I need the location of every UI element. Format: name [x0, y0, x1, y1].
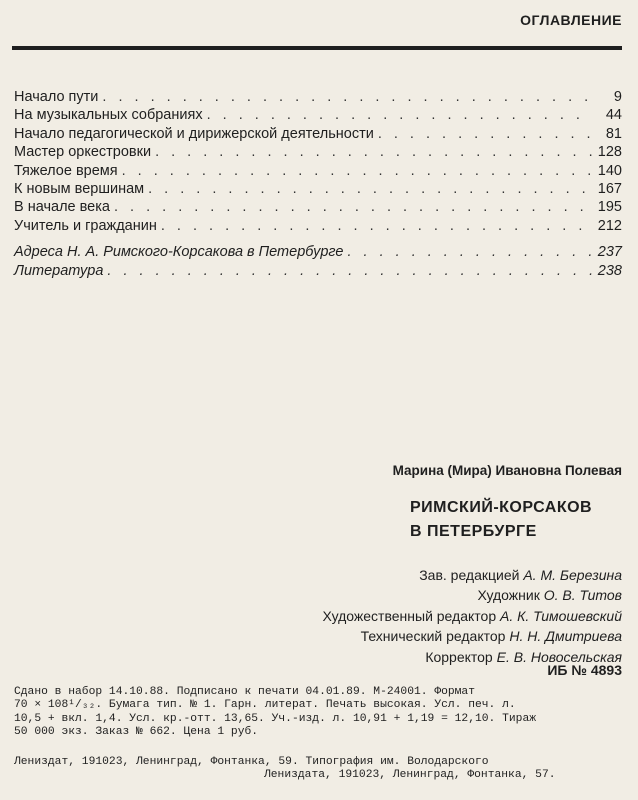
toc-spacer	[14, 235, 622, 243]
toc-entry-page: 9	[613, 89, 622, 105]
imprint-block	[14, 686, 622, 740]
publisher-line: Лениздат, 191023, Ленинград, Фонтанка, 59. Типография им. Володарского	[14, 756, 489, 768]
toc-entry-title: Начало педагогической и дирижерской деятельности	[14, 125, 374, 142]
credit-line	[323, 585, 622, 605]
credit-name: Е. В. Новосельская	[496, 648, 622, 665]
toc-appendix-entry	[14, 262, 622, 280]
toc-entry-title: Мастер оркестровки	[14, 144, 152, 161]
book-title-line1: РИМСКИЙ-КОРСАКОВ	[410, 499, 593, 516]
credits-block	[323, 565, 622, 667]
credit-role: Художественный редактор	[322, 607, 497, 624]
heading-rule	[12, 46, 622, 50]
toc-heading: ОГЛАВЛЕНИЕ	[520, 12, 622, 28]
credit-name: А. М. Березина	[523, 567, 622, 583]
toc-entry-title: Литература	[14, 262, 104, 279]
imprint-line: Сдано в набор 14.10.88. Подписано к печати 04.01.89. М-24001. Формат	[14, 686, 475, 698]
book-title	[410, 496, 592, 544]
toc-entry-page: 128	[597, 144, 622, 161]
credit-role: Корректор	[425, 648, 493, 665]
toc-entry-title: Начало пути	[14, 89, 99, 105]
toc-entry	[14, 143, 622, 161]
credit-role: Художник	[477, 587, 540, 604]
toc-leader	[207, 106, 592, 124]
imprint-line: 10,5 + вкл. 1,4. Усл. кр.-отт. 13,65. Уч.-изд. л. 10,91 + 1,19 = 12,10. Тираж	[14, 712, 537, 725]
publisher-block	[14, 756, 622, 783]
toc-entry-page: 44	[605, 107, 622, 124]
credit-line	[323, 606, 622, 626]
book-title-line2: В ПЕТЕРБУРГЕ	[410, 523, 537, 540]
credit-role: Зав. редакцией	[419, 567, 520, 583]
toc-leader	[114, 198, 592, 216]
toc-leader	[122, 162, 592, 180]
credit-line	[323, 565, 622, 585]
toc-leader	[378, 125, 592, 143]
toc-entry-title: Адреса Н. А. Римского-Корсакова в Петербурге	[14, 244, 344, 261]
toc-entry-title: К новым вершинам	[14, 180, 145, 197]
toc-entry-title: Учитель и гражданин	[14, 217, 157, 234]
toc-entry-title: На музыкальных собраниях	[14, 107, 203, 124]
credit-role: Технический редактор	[360, 628, 506, 645]
credit-name: О. В. Титов	[543, 587, 622, 604]
toc-entry-title: Тяжелое время	[14, 162, 118, 179]
toc-entry	[14, 162, 622, 180]
toc-appendix-entry	[14, 243, 622, 261]
toc-entry	[14, 198, 622, 216]
author-name: Марина (Мира) Ивановна Полевая	[392, 463, 622, 478]
toc-entry-page: 140	[597, 162, 622, 179]
toc-entry-page: 212	[597, 217, 622, 234]
toc-entry	[14, 125, 622, 143]
toc-leader	[161, 217, 592, 235]
credit-name: Н. Н. Дмитриева	[509, 628, 622, 645]
toc-leader	[155, 143, 592, 161]
toc-entry	[14, 217, 622, 235]
toc-entry	[14, 180, 622, 198]
table-of-contents	[14, 88, 622, 280]
toc-entry	[14, 88, 622, 106]
toc-entry-page: 237	[597, 244, 622, 261]
toc-entry-title: В начале века	[14, 199, 110, 216]
ib-number: ИБ № 4893	[547, 662, 622, 678]
toc-entry	[14, 106, 622, 124]
credit-line	[323, 626, 622, 646]
toc-leader	[347, 243, 592, 261]
toc-entry-page: 81	[605, 125, 622, 142]
toc-entry-page: 238	[597, 262, 622, 279]
imprint-line: 70 × 108¹/₃₂. Бумага тип. № 1. Гарн. литерат. Печать высокая. Усл. печ. л.	[14, 699, 516, 712]
toc-leader	[148, 180, 592, 198]
publisher-line: Лениздата, 191023, Ленинград, Фонтанка, 57.	[264, 769, 556, 782]
credit-name: А. К. Тимошевский	[500, 607, 622, 624]
toc-leader	[102, 88, 592, 106]
toc-leader	[107, 262, 592, 280]
toc-entry-page: 167	[597, 180, 622, 197]
imprint-line: 50 000 экз. Заказ № 662. Цена 1 руб.	[14, 726, 259, 739]
toc-entry-page: 195	[597, 199, 622, 216]
